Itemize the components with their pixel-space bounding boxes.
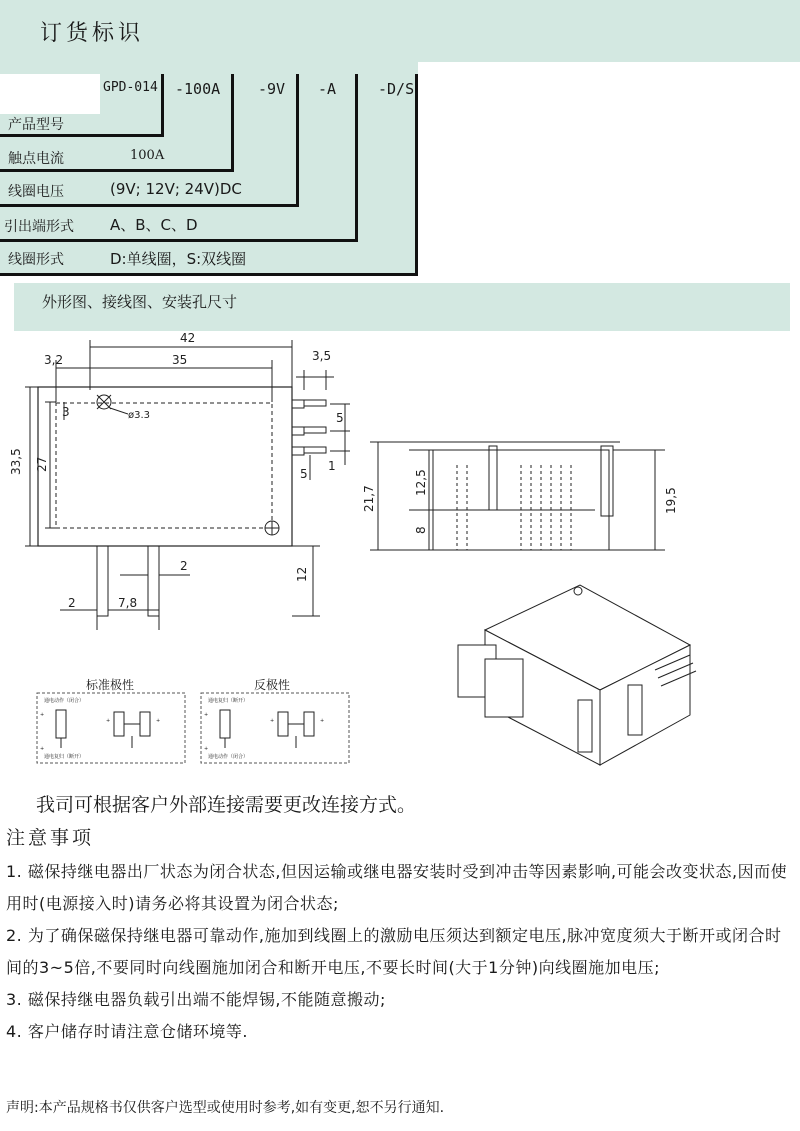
dim-12-5: 12,5 <box>414 469 428 496</box>
dim-21-7: 21,7 <box>362 485 376 512</box>
notice-item-3: 3. 磁保持继电器负载引出端不能焊锡,不能随意搬动; <box>6 990 386 1009</box>
row-value-voltage: (9V; 12V; 24V)DC <box>110 180 242 198</box>
code-segment-current: -100A <box>175 80 221 98</box>
dim-3: 3 <box>62 405 70 419</box>
bracket-v5 <box>415 74 418 276</box>
dim-3-5: 3,5 <box>312 349 332 363</box>
notice-item-2: 2. 为了确保磁保持继电器可靠动作,施加到线圈上的激励电压须达到额定电压,脉冲宽度须大于断开或闭合时间的3~5倍,不要同时向线圈施加闭合和断开电压,不要长时间(大于1分钟)向线圈施加电压; <box>6 926 782 977</box>
section2-title: 外形图、接线图、安装孔尺寸 <box>42 293 238 311</box>
row-value-terminal: A、B、C、D <box>110 216 198 234</box>
notice-list <box>6 856 791 1048</box>
dim-3-2: 3,2 <box>44 353 64 367</box>
isometric-view <box>450 575 710 775</box>
code-segment-voltage: -9V <box>258 80 286 98</box>
svg-text:+: + <box>40 746 45 752</box>
bracket-h4 <box>0 239 358 242</box>
svg-text:+: + <box>40 712 45 718</box>
statement: 声明:本产品规格书仅供客户选型或使用时参考,如有变更,恕不另行通知. <box>6 1100 445 1116</box>
row-value-current: 100A <box>130 148 165 163</box>
bracket-h3 <box>0 204 299 207</box>
dim-42: 42 <box>180 331 196 345</box>
dim-27: 27 <box>35 456 49 472</box>
company-note: 我司可根据客户外部连接需要更改连接方式。 <box>36 794 417 816</box>
code-segment-model: GPD-014 <box>103 80 158 95</box>
dim-19-5: 19,5 <box>664 487 678 514</box>
dim-1: 1 <box>328 459 336 473</box>
notice-item-1: 1. 磁保持继电器出厂状态为闭合状态,但因运输或继电器安装时受到冲击等因素影响,可能会改变状态,因而使用时(电源接入时)请务必将其设置为闭合状态; <box>6 862 788 913</box>
polarity-standard-label: 标准极性 <box>86 678 135 692</box>
svg-text:+: + <box>320 718 325 724</box>
side-view-drawing <box>345 430 685 560</box>
svg-text:+: + <box>204 746 209 752</box>
bracket-v1 <box>161 74 164 136</box>
dim-hole: ø3.3 <box>128 410 151 421</box>
code-segment-coil: -D/S <box>378 80 415 98</box>
header-banner <box>0 0 800 62</box>
polarity-note-std-1: 通电动作（闭合） <box>44 698 85 704</box>
dim-5-right: 5 <box>336 411 344 425</box>
dim-35: 35 <box>172 353 188 367</box>
bracket-v4 <box>355 74 358 241</box>
polarity-note-rev-1: 通电复归（断开） <box>208 698 249 704</box>
dim-2-left: 2 <box>68 596 76 610</box>
dim-2-pin: 2 <box>180 559 188 573</box>
row-value-coil: D:单线圈，S:双线圈 <box>110 250 247 268</box>
bracket-h2 <box>0 169 234 172</box>
svg-text:+: + <box>106 718 111 724</box>
section2-banner <box>14 283 790 331</box>
row-label-terminal: 引出端形式 <box>4 219 74 235</box>
page-title: 订货标识 <box>40 21 145 46</box>
dim-7-8: 7,8 <box>118 596 138 610</box>
row-label-voltage: 线圈电压 <box>8 184 64 200</box>
svg-text:+: + <box>270 718 275 724</box>
row-label-coil: 线圈形式 <box>8 252 64 268</box>
dim-5-bottom: 5 <box>300 467 308 481</box>
code-segment-terminal: -A <box>318 80 337 98</box>
svg-text:+: + <box>156 718 161 724</box>
dim-8: 8 <box>414 526 428 534</box>
top-view-drawing <box>0 330 370 630</box>
polarity-note-std-2: 通电复归（断开） <box>44 754 85 760</box>
bracket-v2 <box>231 74 234 171</box>
polarity-reverse-diagram <box>200 692 350 764</box>
polarity-reverse-label: 反极性 <box>254 678 291 692</box>
notice-item-4: 4. 客户储存时请注意仓储环境等. <box>6 1022 248 1041</box>
bracket-v3 <box>296 74 299 206</box>
row-label-model: 产品型号 <box>8 117 64 133</box>
notice-title: 注意事项 <box>6 827 95 849</box>
bracket-h1 <box>0 134 164 137</box>
dim-12: 12 <box>295 566 309 582</box>
polarity-standard-diagram <box>36 692 186 764</box>
order-code-white <box>0 74 100 114</box>
svg-text:+: + <box>204 712 209 718</box>
dim-33-5: 33,5 <box>9 448 23 475</box>
bracket-h5 <box>0 273 418 276</box>
row-label-current: 触点电流 <box>8 151 64 167</box>
polarity-note-rev-2: 通电动作（闭合） <box>208 754 249 760</box>
